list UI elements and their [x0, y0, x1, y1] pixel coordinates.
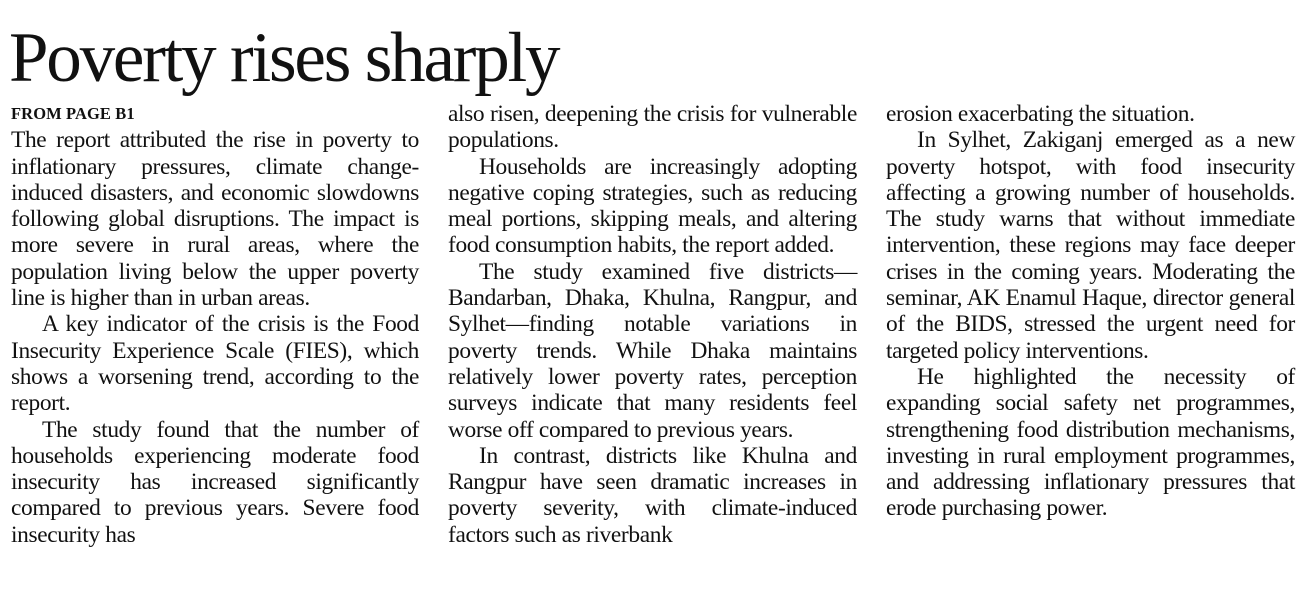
- paragraph: In Sylhet, Zakiganj emerged as a new poverty hotspot, with food insecurity affecting a growing number of households. The study warns that without immediate intervention, these regions may face deeper crises in the coming years. Moderating the seminar, AK Enamul Haque, director general of the BIDS, stressed the urgent need for targeted policy interventions.: [886, 127, 1295, 364]
- paragraph: In contrast, districts like Khulna and Rangpur have seen dramatic increases in poverty severity, with climate-induced factors such as riverbank: [448, 442, 857, 548]
- continued-from-kicker: FROM PAGE B1: [11, 104, 135, 123]
- paragraph: He highlighted the necessity of expanding social safety net programmes, strengthening food distribution mechanisms, investing in rural employment programmes, and addressing inflationary pressures that erode purchasing power.: [886, 363, 1295, 522]
- paragraph: erosion exacerbating the situation.: [886, 101, 1195, 127]
- paragraph: also risen, deepening the crisis for vulnerable populations.: [448, 101, 857, 154]
- article-column-3: [886, 101, 1295, 522]
- article-column-1: [11, 101, 419, 548]
- headline: Poverty rises sharply: [9, 19, 559, 97]
- paragraph: A key indicator of the crisis is the Food Insecurity Experience Scale (FIES), which shows a worsening trend, according to the report.: [11, 311, 419, 417]
- paragraph: Households are increasingly adopting negative coping strategies, such as reducing meal portions, skipping meals, and altering food consumption habits, the report added.: [448, 153, 857, 259]
- paragraph: The study examined five districts—Bandarban, Dhaka, Khulna, Rangpur, and Sylhet—finding notable variations in poverty trends. While Dhaka maintains relatively lower poverty rates, perception surveys indicate that many residents feel worse off compared to previous years.: [448, 258, 857, 443]
- article-column-2: [448, 101, 857, 548]
- paragraph: The report attributed the rise in poverty to inflationary pressures, climate change-induced disasters, and economic slowdowns following global disruptions. The impact is more severe in rural areas, where the population living below the upper poverty line is higher than in urban areas.: [11, 127, 419, 312]
- paragraph: The study found that the number of households experiencing moderate food insecurity has increased significantly compared to previous years. Severe food insecurity has: [11, 416, 419, 548]
